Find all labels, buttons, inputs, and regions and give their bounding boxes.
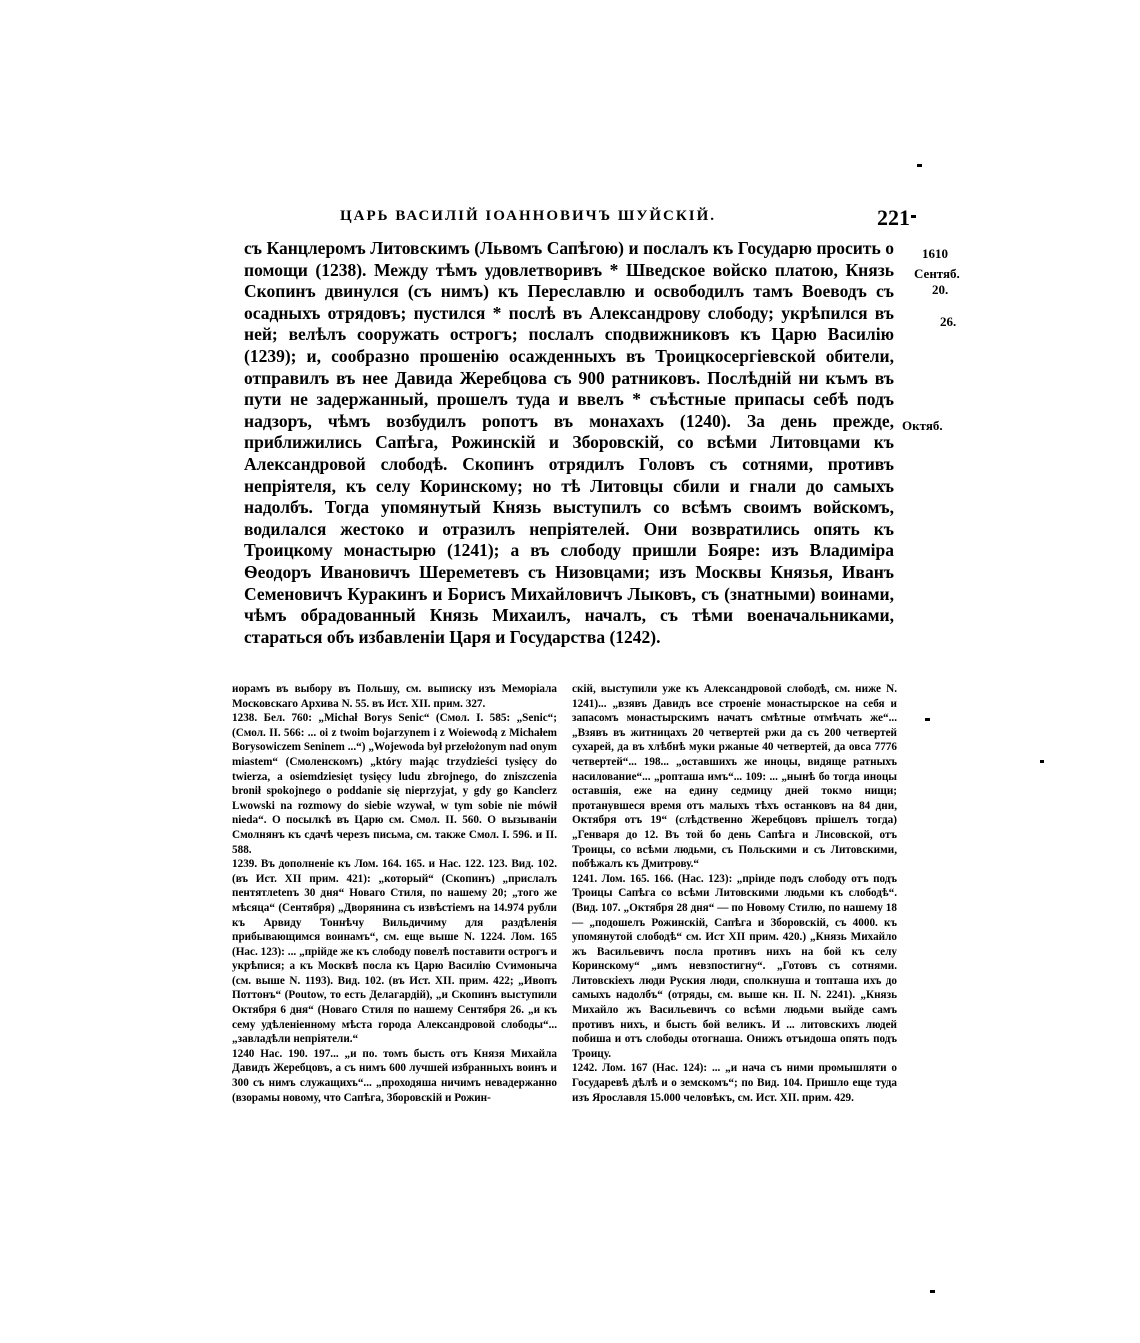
margin-note-day: 20. [932,282,949,297]
footnote-column-left [232,682,557,1105]
page-header [340,205,910,231]
footnote: 1240 Нас. 190. 197... „и по. томъ бысть отъ Князя Михайла Давидъ Жеребцовъ, а съ нимъ 600 лучшей избранныхъ воинъ и 300 съ нимъ служащихъ“... „проходяша ничимъ невадержанно (взорамы новому, что Сапѣга, Зборовскій и Рожин- [232,1047,557,1104]
footnote-column-right [572,682,897,1105]
margin-note-day: 26. [940,314,957,329]
footnote: 1238. Бел. 760: „Michał Borys Senic“ (Смол. I. 585: „Senic“; (Смол. II. 566: ... oi z twoim bojarzynem i z Woiewodą z Michałem Borysowiczem Seninem ...“) „Wojewoda był przełożonym nad onym miastem“ (Смоленскомъ) „który mając trzydzieści tysięcy do twierza, a osiemdziesięt tysięcy ludu zbrojnego, do zniszczenia bronił spokojnego o poddanie się nieprzyjat, y gdy go Kanclerz Lwowski na rozmowy do siebie wzywał, w tym sobie nie mówił nieda“. О посылкѣ въ Царю см. Смол. II. 560. О вызываніи Смолнянъ къ сдачѣ черезъ письма, см. также Смол. I. 596. и II. 588. [232,712,557,856]
main-paragraph: съ Канцлеромъ Литовскимъ (Львомъ Сапѣгою) и послалъ къ Государю просить о помощи (1238). Между тѣмъ удовлетворивъ * Шведское войско платою, Князь Скопинъ двинулся (съ нимъ) къ Переславлю и освободилъ тамъ Воеводъ съ осадныхъ отрядовъ; пустился * послѣ въ Александрову слободу; укрѣпился въ ней; велѣлъ сооружать острогъ; послалъ сподвижниковъ къ Царю Василію (1239); и, сообразно прошенію осажденныхъ въ Троицкосергіевской обители, отправилъ въ нее Давида Жеребцова съ 900 ратниковъ. Послѣдній ни къмъ въ пути не задержанный, прошелъ туда и ввелъ * съѣстные припасы себѣ подъ надзоръ, чѣмъ возбудилъ ропотъ въ монахахъ (1240). За день прежде, приближились Сапѣга, Рожинскій и Зборовскій, со всѣми Литовцами къ Александровой слободѣ. Скопинъ отрядилъ Головъ съ сотнями, противъ непріятеля, къ селу Коринскому; но тѣ Литовцы сбили и гнали до самыхъ надолбъ. Тогда упомянутый Князь выступилъ со всѣмъ своимъ войскомъ, водилался жестоко и отразилъ непріятелей. Они возвратились опять къ Троицкому монастырю (1241); а въ слободу пришли Бояре: изъ Владиміра Ѳеодоръ Ивановичъ Шереметевъ съ Низовцами; изъ Москвы Князья, Иванъ Семеновичъ Куракинъ и Борисъ Михайловичъ Лыковъ, съ (знатными) воинами, чѣмъ обрадованный Князь Михаилъ, началъ, съ тѣми военачальниками, стараться объ избавленіи Царя и Государства (1242). [244,238,894,647]
scan-mark [930,1290,935,1293]
footnote: иорамъ въ выбору въ Польшу, см. выписку изъ Меморіала Московскаго Архива N. 55. въ Ист. XII. прим. 327. [232,683,557,710]
running-head: ЦАРЬ ВАСИЛІЙ ІОАННОВИЧЪ ШУЙСКІЙ. [340,208,717,224]
footnotes [232,682,897,1105]
scan-mark [925,718,930,721]
footnote: скій, выступили уже къ Александровой слободѣ, см. ниже N. 1241)... „взявъ Давидъ все строеніе монастырское на себя и запасомъ монастырскимъ начатъ смѣтные отмѣчать же“... „Взявъ въ житницахъ 20 четвертей ржи да съ 200 четвертей сухарей, да въ хлѣбнѣ муки ржаные 40 четвертей, да овса 7776 четвертей“... 198... „оставшихъ же иноцы, видяще ратныхъ насилование“... „ропташа имъ“... 109: ... „нынѣ бо тогда иноцы оставшія, еже на едину седмицу дней токмо нищи; протанувшеся время отъ малыхъ тѣхъ останковъ на 84 дни, Октября отъ 19“ (слѣдственно Жеребцовъ прішелъ тогда) „Генваря до 12. Въ той бо день Сапѣга и Лисовской, отъ Троицы, со всѣми людьми, съ Польскими и съ Литовскими, побѣжалъ къ Дмитрову.“ [572,683,897,871]
scan-mark [917,164,922,167]
page-number: 221 [877,205,910,230]
footnote: 1242. Лом. 167 (Нас. 124): ... „и нача съ ними промышляти о Государевѣ дѣлѣ и о земскомъ“; по Вид. 104. Пришло еще туда изъ Ярославля 15.000 человѣкъ, см. Ист. XII. прим. 429. [572,1062,897,1104]
margin-note-month: Октяб. [902,418,943,433]
scan-mark [1040,760,1044,763]
main-text-block [244,238,894,648]
header-dash-mark [911,215,916,218]
footnote: 1241. Лом. 165. 166. (Нас. 123): „пріиде подъ слободу отъ подъ Троицы Сапѣга со всѣми Литовскими людьми къ слободѣ“. (Вид. 107. „Октября 28 дня“ — по Новому Стилю, по нашему 18 — „подошелъ Рожинскій, Сапѣга и Зборовскій, съ 4000. къ упомянутой слободѣ“ см. Ист XII прим. 420.) „Князь Михайло жъ Васильевичъ посла противъ нихъ на бой къ селу Коринскому“ „имъ невзпостигну“. „Готовъ съ сотнями. Литовскіехъ люди Руския люди, сполкнуша и топташа ихъ до самыхъ надолбъ“ (отряды, см. выше кн. II. N. 2241). „Князь Михайло жъ Васильевичъ со всѣми людьми выйде самъ противъ нихъ, и бысть бой великъ. И ... литовскихъ людей побиша и отъ слободы отогнаша. Онижъ отъидоша опять подъ Троицу. [572,872,897,1060]
margin-note-year: 1610 [922,246,948,261]
footnote: 1239. Въ дополненіе къ Лом. 164. 165. и Нас. 122. 123. Вид. 102. (въ Ист. XII прим. 421): „который“ (Скопинъ) „прислалъ пентятлеtenъ 30 дня“ Новаго Стиля, по нашему 20; „того же мѣсяца“ (Сентября) „Дворянина съ извѣстіемъ на 14.974 рубли къ Арвиду Тоннѣчу Вильдичиму для раздѣленія прибывающимся воинамъ“, см. еще выше N. 1224. Лом. 165 (Нас. 123): ... „прійде же къ слободу повелѣ поставити острогъ и укрѣпися; а къ Москвѣ посла къ Царю Василію Сѵимоныча (см. выше N. 1193). Вид. 102. (въ Ист. XII. прим. 422; „Ивопъ Поттонъ“ (Poutow, то есть Делагардій), „и Скопинъ выступили Октября 6 дня“ (Новаго Стиля по нашему Сентября 26. „и къ сему удѣленіенному мѣста города Александровой слободы“... „завладѣли непріятели.“ [232,858,557,1046]
margin-note-month: Сентяб. [914,266,960,281]
